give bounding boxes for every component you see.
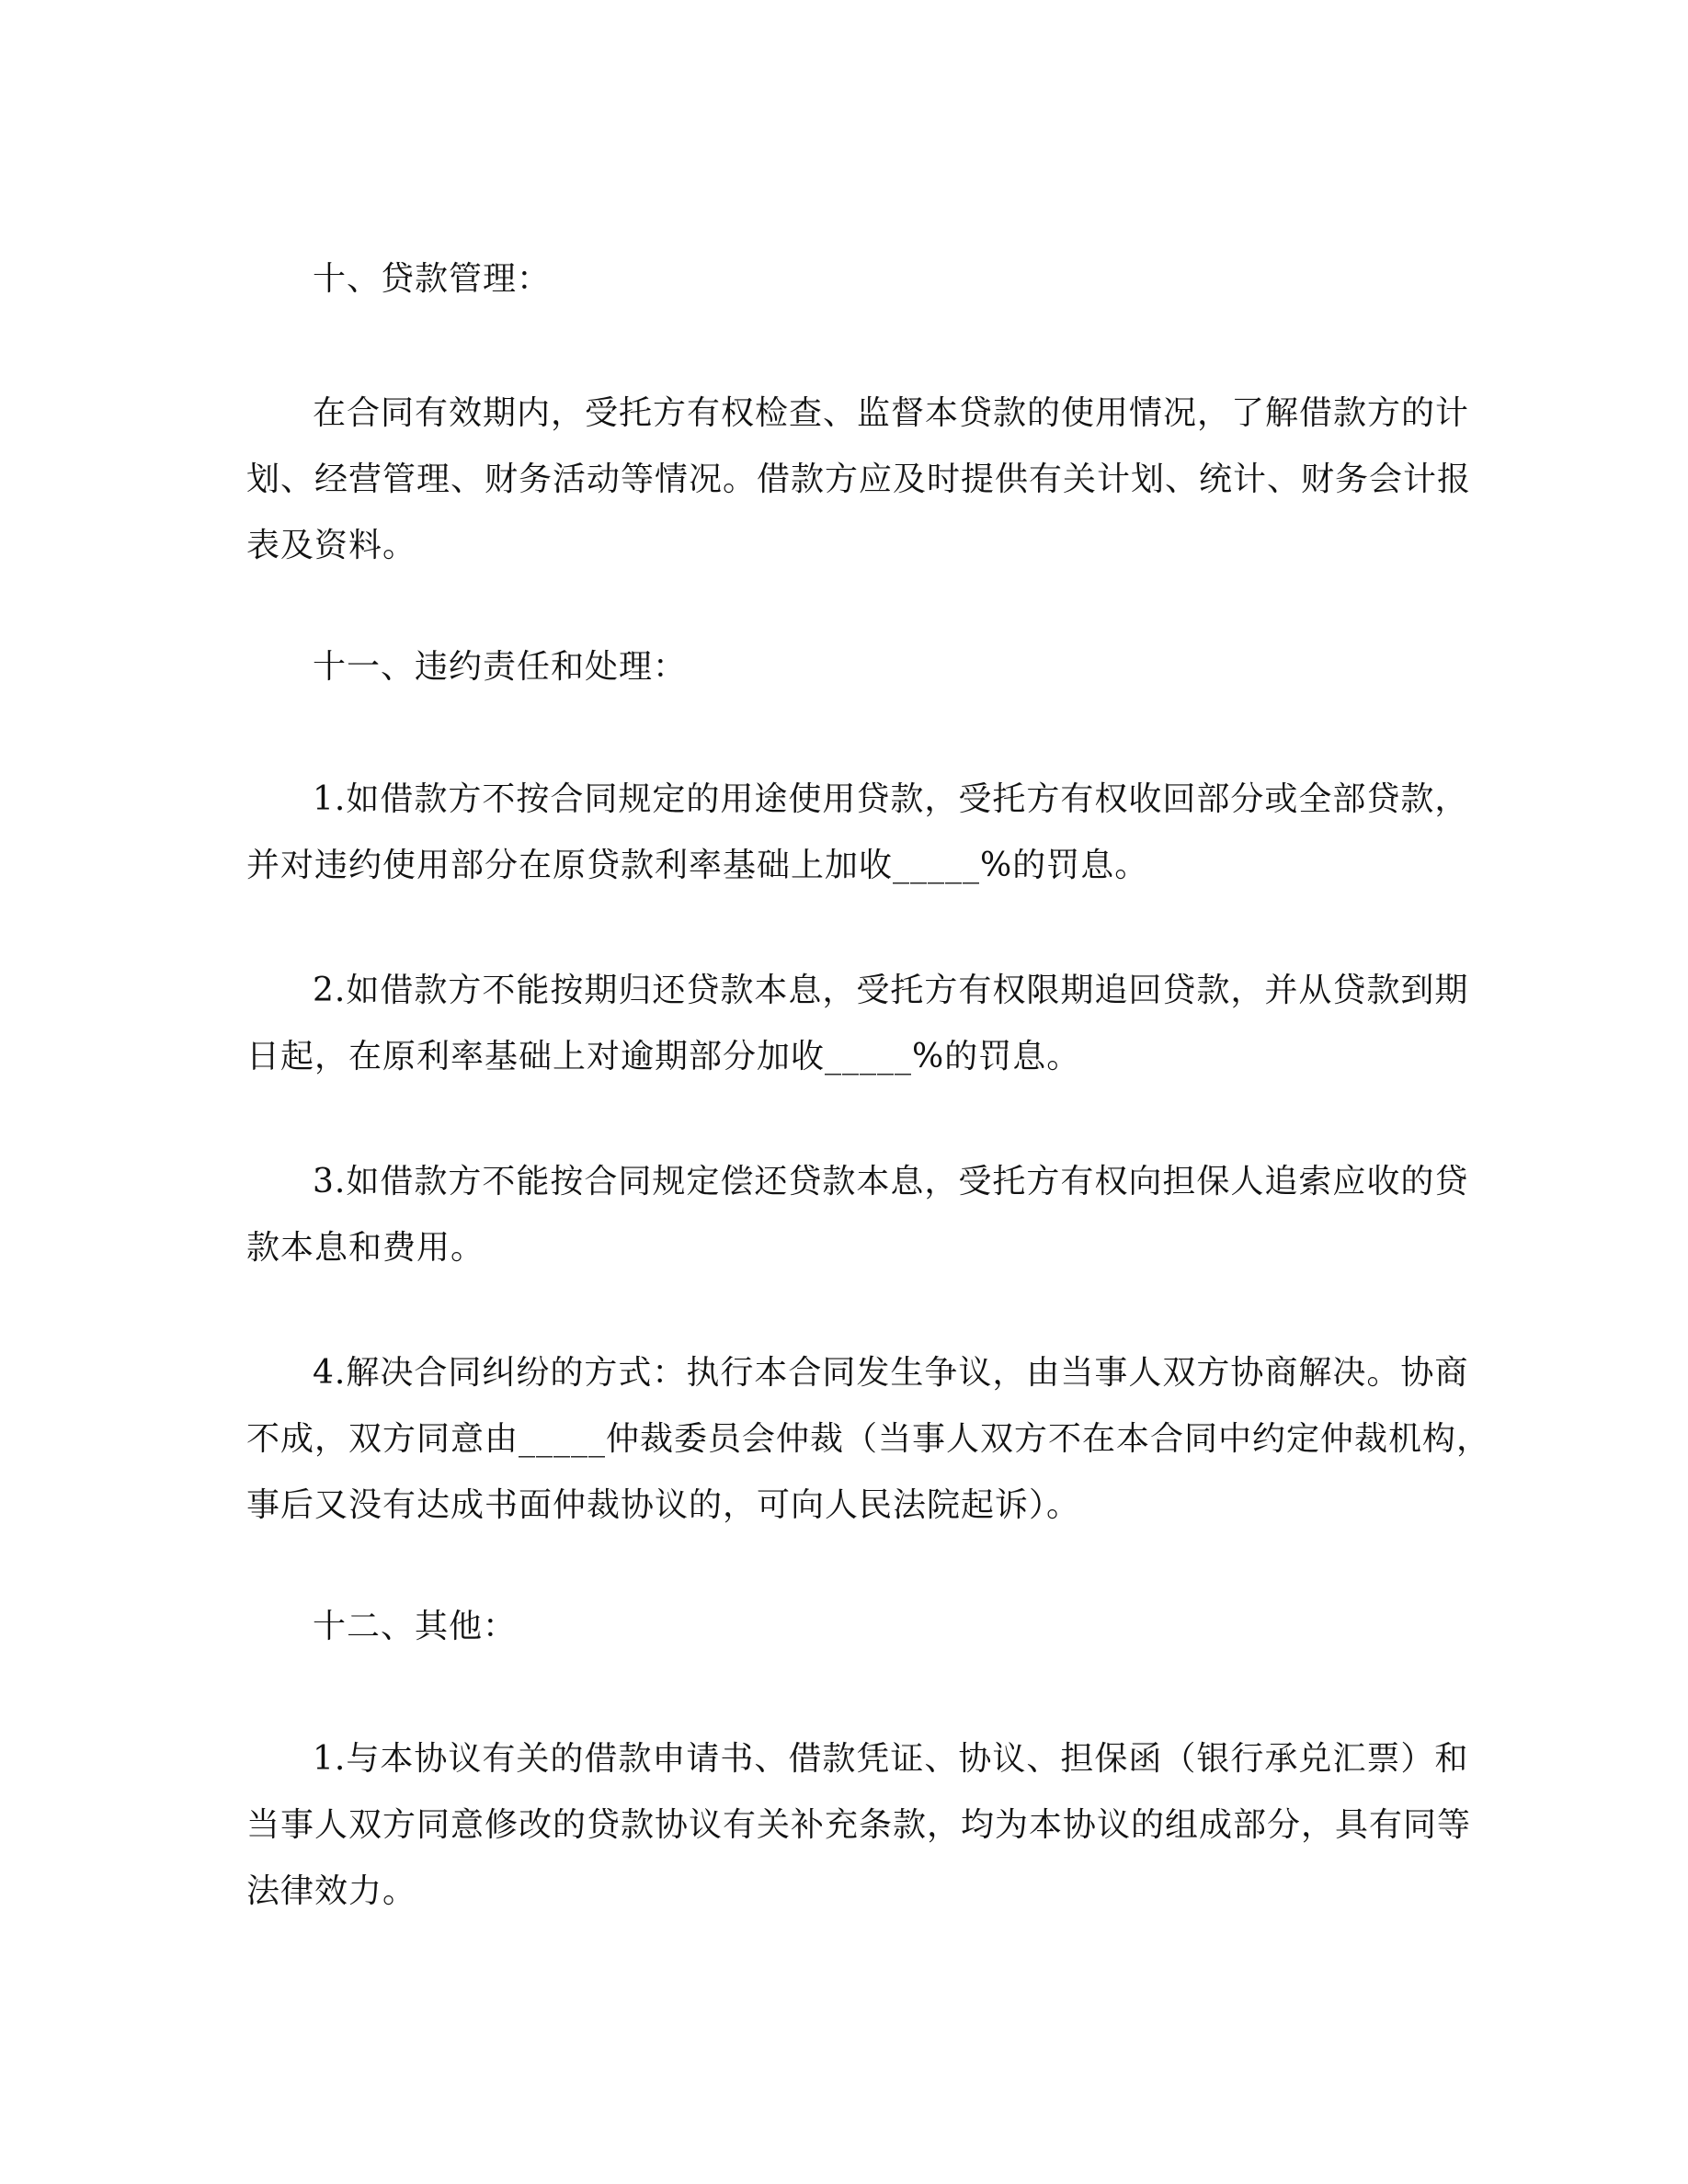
paragraph-line: 当事人双方同意修改的贷款协议有关补充条款，均为本协议的组成部分，具有同等: [246, 1806, 1472, 1844]
section-12-heading: [246, 1594, 1438, 1660]
paragraph-line: 表及资料。: [246, 527, 417, 564]
paragraph-line: 法律效力。: [246, 1872, 417, 1910]
section-11-paragraph-2: [246, 958, 1469, 1090]
paragraph-line: 事后又没有达成书面仲裁协议的，可向人民法院起诉）。: [246, 1486, 1081, 1524]
paragraph-line: 1.与本协议有关的借款申请书、借款凭证、协议、担保函（银行承兑汇票）和: [313, 1740, 1469, 1778]
paragraph-line: 在合同有效期内，受托方有权检查、监督本贷款的使用情况，了解借款方的计: [313, 394, 1470, 432]
section-10-heading: [246, 246, 1438, 313]
paragraph-line: 款本息和费用。: [246, 1229, 485, 1267]
heading-line: 十、贷款管理：: [313, 260, 552, 298]
section-11-paragraph-4: [246, 1340, 1491, 1539]
section-11-paragraph-1: [246, 767, 1469, 899]
paragraph-line: 2.如借款方不能按期归还贷款本息，受托方有权限期追回贷款，并从贷款到期: [313, 972, 1469, 1009]
paragraph-line: 3.如借款方不能按合同规定偿还贷款本息，受托方有权向担保人追索应收的贷: [313, 1163, 1469, 1200]
heading-line: 十二、其他：: [313, 1608, 518, 1645]
paragraph-line: 日起，在原利率基础上对逾期部分加收_____%的罚息。: [246, 1038, 1081, 1075]
paragraph-line: 4.解决合同纠纷的方式：执行本合同发生争议，由当事人双方协商解决。协商: [313, 1354, 1469, 1392]
paragraph-line: 划、经营管理、财务活动等情况。借款方应及时提供有关计划、统计、财务会计报: [246, 461, 1472, 498]
section-12-paragraph-1: [246, 1726, 1472, 1925]
paragraph-line: 不成，双方同意由_____仲裁委员会仲裁（当事人双方不在本合同中约定仲裁机构，: [246, 1420, 1491, 1458]
section-10-paragraph-1: [246, 381, 1472, 579]
paragraph-line: 1.如借款方不按合同规定的用途使用贷款，受托方有权收回部分或全部贷款，: [313, 780, 1469, 818]
paragraph-line: 并对违约使用部分在原贷款利率基础上加收_____%的罚息。: [246, 847, 1149, 884]
heading-line: 十一、违约责任和处理：: [313, 648, 688, 686]
section-11-paragraph-3: [246, 1149, 1469, 1281]
section-11-heading: [246, 634, 1438, 700]
